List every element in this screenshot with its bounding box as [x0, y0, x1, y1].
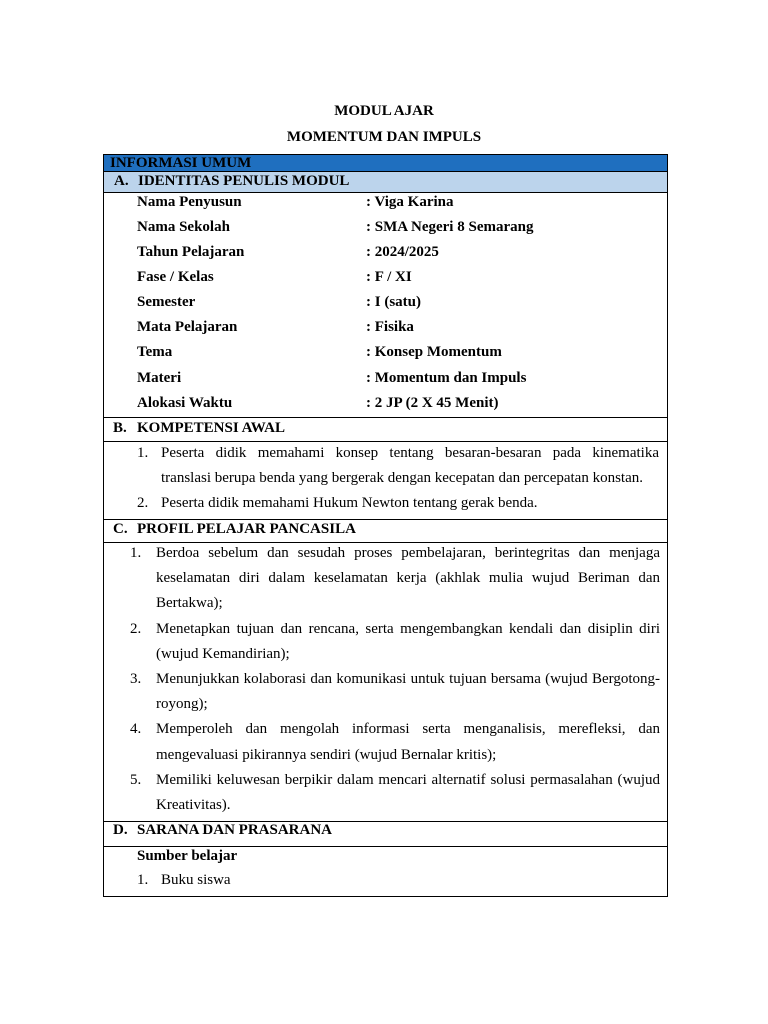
sumber-belajar-label: Sumber belajar [137, 848, 238, 864]
identity-label: Tahun Pelajaran [137, 244, 245, 260]
list-number: 1. [130, 545, 142, 561]
identity-value: : I (satu) [366, 294, 421, 310]
section-d-letter: D. [113, 822, 128, 838]
list-text: Peserta didik memahami Hukum Newton tentang gerak benda. [161, 495, 538, 512]
identity-label: Semester [137, 294, 196, 310]
section-a-header [103, 172, 668, 192]
list-item [137, 441, 659, 491]
section-c-header [113, 519, 356, 539]
list-item [130, 667, 660, 717]
identity-value: : Fisika [366, 319, 414, 335]
identity-value: : 2 JP (2 X 45 Menit) [366, 395, 499, 411]
list-text: Memiliki keluwesan berpikir dalam mencari alternatif solusi permasalahan (wujud Kreativitas). [156, 771, 660, 814]
identity-label: Mata Pelajaran [137, 319, 238, 335]
section-b-header [113, 418, 285, 438]
section-c-letter: C. [113, 521, 128, 537]
list-number: 5. [130, 771, 142, 788]
document-subtitle: MOMENTUM DAN IMPULS [286, 129, 482, 145]
list-item [130, 768, 660, 818]
list-number: 3. [130, 671, 142, 688]
kompetensi-list [137, 441, 659, 517]
identity-label: Nama Penyusun [137, 194, 242, 210]
identity-label: Nama Sekolah [137, 219, 230, 235]
document-title: MODUL AJAR [334, 103, 434, 119]
list-text: Memperoleh dan mengolah informasi serta menganalisis, merefleksi, dan mengevaluasi pikirannya sendiri (wujud Bernalar kritis); [156, 721, 660, 763]
section-a-title: IDENTITAS PENULIS MODUL [138, 173, 350, 189]
informasi-umum-header: INFORMASI UMUM [103, 154, 668, 172]
identity-value: : SMA Negeri 8 Semarang [366, 219, 534, 235]
list-number: 1. [137, 445, 149, 461]
section-d-header [113, 820, 332, 840]
list-number: 2. [130, 620, 142, 637]
identity-label: Tema [137, 344, 173, 360]
list-item [137, 491, 659, 516]
identity-value: : 2024/2025 [366, 244, 439, 260]
list-text: Peserta didik memahami konsep tentang besaran-besaran pada kinematika translasi berupa benda yang bergerak dengan kecepatan dan percepatan konstan. [161, 445, 659, 487]
list-item [130, 717, 660, 767]
identity-value: : F / XI [366, 269, 412, 285]
identity-value: : Viga Karina [366, 194, 454, 210]
section-d-title: SARANA DAN PRASARANA [137, 822, 333, 838]
list-number: 2. [137, 495, 149, 512]
list-number: 4. [130, 721, 142, 738]
identity-value: : Momentum dan Impuls [366, 370, 527, 386]
section-b-letter: B. [113, 420, 127, 436]
identity-value: : Konsep Momentum [366, 344, 502, 360]
list-item [130, 617, 660, 667]
list-item [137, 868, 659, 893]
identity-label: Fase / Kelas [137, 269, 214, 285]
list-number: 1. [137, 872, 149, 888]
list-text: Menetapkan tujuan dan rencana, serta mengembangkan kendali dan disiplin diri (wujud Kemandirian); [156, 620, 660, 662]
list-text: Berdoa sebelum dan sesudah proses pembelajaran, berintegritas dan menjaga keselamatan diri dalam keselamatan kerja (akhlak mulia wujud Beriman dan Bertakwa); [156, 545, 660, 612]
sumber-list [137, 868, 659, 893]
section-b-title: KOMPETENSI AWAL [137, 420, 285, 436]
list-text: Buku siswa [161, 872, 231, 888]
identity-label: Alokasi Waktu [137, 395, 233, 411]
profil-list [130, 541, 660, 818]
identity-label: Materi [137, 370, 182, 386]
list-text: Menunjukkan kolaborasi dan komunikasi untuk tujuan bersama (wujud Bergotong-royong); [156, 671, 660, 713]
list-item [130, 541, 660, 617]
section-c-title: PROFIL PELAJAR PANCASILA [137, 521, 356, 537]
section-a-letter: A. [114, 173, 129, 189]
